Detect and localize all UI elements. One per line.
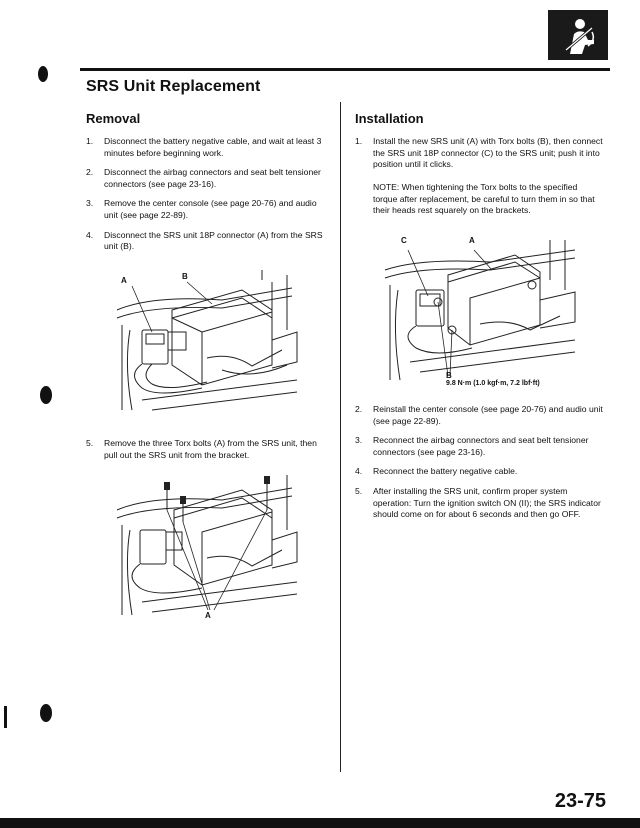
list-item: 4. Disconnect the SRS unit 18P connector (A) from the SRS unit (B). xyxy=(86,229,323,252)
callout-label-b: B xyxy=(446,371,452,380)
callout-label-b: B xyxy=(182,272,188,281)
removal-figure-bolts xyxy=(112,470,302,620)
margin-punch-mark xyxy=(38,66,48,82)
callout-label-c: C xyxy=(401,236,407,245)
list-item: 1. Disconnect the battery negative cable, and wait at least 3 minutes before beginning work. xyxy=(86,136,322,158)
list-item: 4. Reconnect the battery negative cable. xyxy=(355,466,518,477)
list-item: 3. Reconnect the airbag connectors and seat belt tensioner connectors (see page 23-16). xyxy=(355,435,589,457)
removal-figure-connector xyxy=(112,270,302,420)
callout-label-a: A xyxy=(205,611,211,620)
list-item: 5. Remove the three Torx bolts (A) from the SRS unit, then pull out the SRS unit from the bracket. xyxy=(86,438,317,460)
installation-steps-2-5 xyxy=(355,404,605,521)
list-item: 2. Disconnect the airbag connectors and seat belt tensioner connectors (see page 23-16). xyxy=(86,167,321,189)
header-rule xyxy=(80,68,610,71)
callout-label-a: A xyxy=(121,276,127,285)
removal-steps-1-4 xyxy=(86,136,326,253)
column-divider xyxy=(340,102,341,772)
removal-step-5 xyxy=(86,438,326,461)
removal-heading: Removal xyxy=(86,111,141,126)
torque-spec: 9.8 N·m (1.0 kgf·m, 7.2 lbf·ft) xyxy=(446,380,540,387)
installation-note: NOTE: When tightening the Torx bolts to the specified torque after replacement, be careful to turn them in so that their heads rest squarely on the brackets. xyxy=(373,182,595,216)
margin-edge-mark xyxy=(4,706,7,728)
installation-step-1 xyxy=(355,136,605,171)
seatbelt-airbag-icon xyxy=(548,10,608,60)
list-item: 1. Install the new SRS unit (A) with Torx bolts (B), then connect the SRS unit 18P connector (C) to the SRS unit; push it into position until it clicks. xyxy=(355,136,603,170)
page-title: SRS Unit Replacement xyxy=(86,78,261,95)
list-item: 5. After installing the SRS unit, confirm proper system operation: Turn the ignition switch ON (II); the SRS indicator should come on for about 6 seconds and then go OFF. xyxy=(355,485,601,520)
list-item: 3. Remove the center console (see page 20-76) and audio unit (see page 22-89). xyxy=(86,198,317,220)
list-item: 2. Reinstall the center console (see page 20-76) and audio unit (see page 22-89). xyxy=(355,404,603,426)
bottom-rule xyxy=(0,818,640,828)
installation-figure xyxy=(380,240,580,390)
page-number: 23-75 xyxy=(554,790,606,812)
callout-label-a: A xyxy=(469,236,475,245)
installation-heading: Installation xyxy=(355,111,424,126)
margin-punch-mark xyxy=(40,704,52,722)
margin-punch-mark xyxy=(40,386,52,404)
